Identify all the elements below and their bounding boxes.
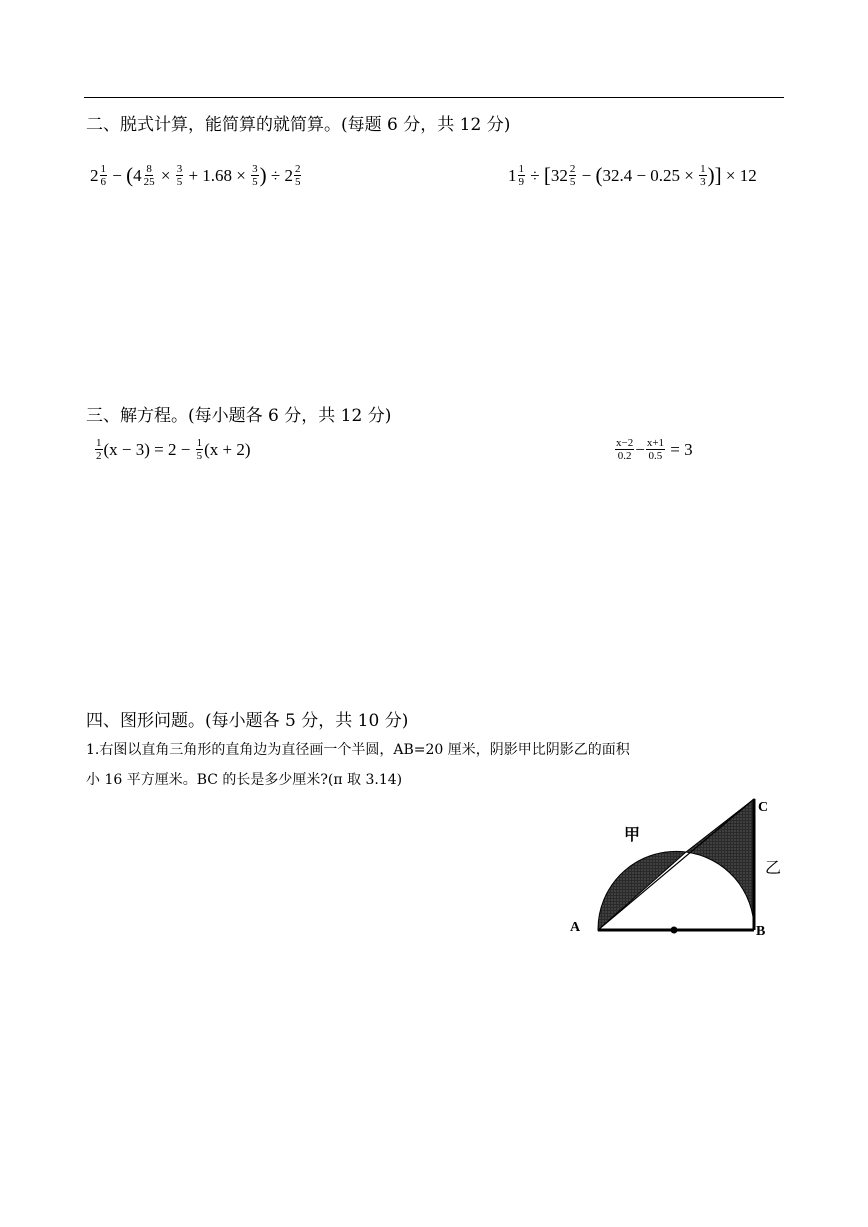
- fraction: $\frac{1}{6}$: [100, 163, 106, 188]
- triangle-semicircle-diagram: [560, 785, 790, 955]
- label-b: B: [756, 924, 766, 939]
- label-c: C: [758, 800, 769, 815]
- expression-1: 2 $\frac{1}{6}$ − ( 4 $\frac{8}{25}$ × $\frac{3}{5}$ + 1.68 × $\frac{3}{5}$ ) ÷ 2 $\frac{2}{5}$: [90, 163, 301, 188]
- section4-heading: 四、图形问题。(每小题各 5 分，共 10 分): [86, 711, 409, 731]
- fraction: $\frac{2}{5}$: [294, 163, 301, 188]
- label-a: A: [570, 920, 581, 935]
- expression-2: 1 $\frac{1}{9}$ ÷ [ 32 $\frac{2}{5}$ − ( 32.4 − 0.25 × $\frac{1}{3}$ ) ] × 12: [508, 163, 757, 188]
- fraction: $\frac{x-2}{0.2}$: [616, 437, 634, 462]
- problem-1-line-2: 小 16 平方厘米。BC 的长是多少厘米?(π 取 3.14): [86, 772, 403, 788]
- fraction: $\frac{1}{5}$: [196, 437, 203, 462]
- fraction: $\frac{3}{5}$: [252, 163, 258, 188]
- label-jia: 甲: [624, 825, 641, 844]
- problem-1: [86, 735, 630, 795]
- fraction: $\frac{1}{9}$: [518, 163, 524, 188]
- equation-2: $\frac{x-2}{0.2}$ − $\frac{x+1}{0.5}$ = 3: [616, 437, 693, 462]
- problem-1-line-1: 1.右图以直角三角形的直角边为直径画一个半圆，AB=20 厘米，阴影甲比阴影乙的面积: [86, 742, 630, 758]
- fraction: $\frac{3}{5}$: [176, 163, 183, 188]
- center-point: [671, 927, 678, 934]
- section2-heading: 二、脱式计算，能简算的就简算。(每题 6 分，共 12 分): [86, 115, 511, 135]
- label-yi: 乙: [765, 858, 782, 877]
- shaded-region-yi: [686, 799, 754, 930]
- fraction: $\frac{1}{3}$: [700, 163, 706, 188]
- geometry-figure: [560, 785, 790, 955]
- fraction: $\frac{x+1}{0.5}$: [646, 437, 665, 462]
- top-rule: [84, 97, 784, 98]
- fraction: $\frac{2}{5}$: [569, 163, 576, 188]
- fraction: $\frac{8}{25}$: [143, 163, 155, 188]
- equation-1: $\frac{1}{2}$ (x − 3) = 2 − $\frac{1}{5}$ (x + 2): [96, 437, 251, 462]
- section3-heading: 三、解方程。(每小题各 6 分，共 12 分): [86, 406, 392, 426]
- fraction: $\frac{1}{2}$: [96, 437, 102, 462]
